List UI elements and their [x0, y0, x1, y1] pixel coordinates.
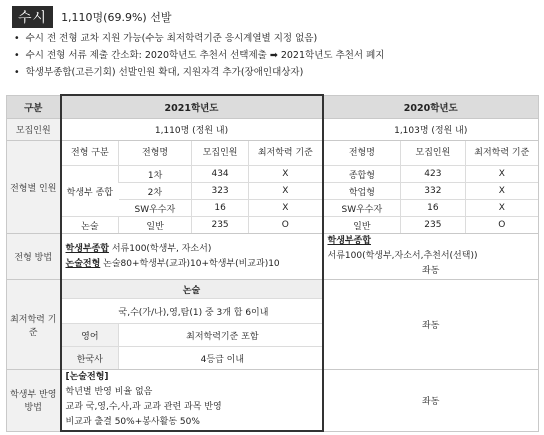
bullet-item: • 수시 전형 서류 제출 간소화: 2020학년도 추천서 선택제출 ➡ 2021학년도 추천서 폐지	[14, 47, 384, 64]
row-label-by-type: 전형별 인원	[7, 141, 61, 234]
minimum-eng-value: 최저학력기준 포함	[119, 324, 322, 347]
type-count: 16	[191, 200, 248, 217]
type-count: 434	[191, 166, 248, 183]
quota-2021: 1,110명 (정원 내)	[61, 119, 323, 141]
type-count: 323	[191, 183, 248, 200]
type-min: X	[465, 166, 538, 183]
minimum-eng-label: 영어	[62, 324, 119, 347]
minimum-hist-label: 한국사	[62, 347, 119, 370]
type-count: 235	[191, 217, 248, 234]
type-count: 423	[401, 166, 465, 183]
sub-header: 최저학력 기준	[249, 141, 322, 166]
admissions-table	[6, 94, 539, 432]
sub-header: 모집인원	[401, 141, 465, 166]
type-count: 235	[401, 217, 465, 234]
method-label: 학생부종합	[327, 236, 371, 246]
type-min: X	[465, 200, 538, 217]
row-label-minimum: 최저학력 기준	[7, 280, 61, 370]
col-header-2021: 2021학년도	[61, 95, 323, 119]
subtable-2021	[62, 141, 322, 233]
type-min: O	[465, 217, 538, 234]
method-label: 논술전형	[65, 258, 101, 269]
type-count: 332	[401, 183, 465, 200]
by-type-2020	[323, 141, 539, 234]
method-2021	[61, 234, 323, 280]
section-header	[12, 6, 171, 28]
type-min: X	[249, 200, 322, 217]
minimum-main: 국,수(가/나),영,탐(1) 중 3개 합 6이내	[62, 299, 322, 324]
reflect-2021	[61, 370, 323, 432]
method-text: 서류100(학생부, 자소서)	[111, 243, 212, 254]
row-label-method: 전형 방법	[7, 234, 61, 280]
type-min: X	[249, 166, 322, 183]
type-name: 2차	[119, 183, 192, 200]
method-text: 서류100(학생부,자소서,추천서(선택))	[327, 251, 478, 261]
reflect-2020: 좌동	[323, 370, 539, 432]
type-min: O	[249, 217, 322, 234]
type-name: 일반	[119, 217, 192, 234]
minimum-2020: 좌동	[323, 280, 539, 370]
method-line	[62, 242, 322, 257]
col-header-category: 구분	[7, 95, 61, 119]
type-name: 1차	[119, 166, 192, 183]
col-header-2020: 2020학년도	[323, 95, 539, 119]
section-summary: 1,110명(69.9%) 선발	[61, 11, 172, 24]
sub-header: 전형명	[324, 141, 401, 166]
type-name: 학업형	[324, 183, 401, 200]
sub-header: 전형 구분	[62, 141, 119, 166]
subtable-2020	[324, 141, 539, 233]
by-type-2021	[61, 141, 323, 234]
type-min: X	[249, 183, 322, 200]
group-label: 논술	[81, 221, 99, 232]
bullet-list	[14, 30, 384, 81]
method-label: 학생부종합	[65, 243, 109, 254]
type-min: X	[465, 183, 538, 200]
reflect-line: 교과 국,영,수,사,과 교과 관련 과목 반영	[65, 402, 222, 412]
group-label: 학생부 종합	[62, 166, 119, 217]
method-line	[324, 234, 539, 249]
minimum-hist-value: 4등급 이내	[119, 347, 322, 370]
type-name: SW우수자	[324, 200, 401, 217]
sub-header: 모집인원	[191, 141, 248, 166]
sub-header: 최저학력 기준	[465, 141, 538, 166]
method-same: 좌동	[422, 266, 440, 276]
minimum-subtable	[62, 280, 322, 369]
reflect-title: [논술전형]	[65, 372, 109, 382]
row-label-reflect: 학생부 반영방법	[7, 370, 61, 432]
section-badge: 수시	[12, 6, 53, 28]
reflect-line: 학년별 반영 비율 없음	[65, 387, 153, 397]
bullet-item: • 수시 전 전형 교차 지원 가능(수능 최저학력기준 응시계열별 지정 없음)	[14, 30, 384, 47]
type-name: 종합형	[324, 166, 401, 183]
row-label-quota: 모집인원	[7, 119, 61, 141]
quota-2020: 1,103명 (정원 내)	[323, 119, 539, 141]
type-count: 16	[401, 200, 465, 217]
method-line	[62, 257, 322, 272]
type-name: 일반	[353, 221, 371, 232]
method-text: 논술80+학생부(교과)10+학생부(비교과)10	[103, 258, 280, 269]
sub-header: 전형명	[119, 141, 192, 166]
type-name: SW우수자	[119, 200, 192, 217]
minimum-header: 논술	[62, 280, 322, 299]
reflect-line: 비교과 출결 50%+봉사활동 50%	[65, 417, 200, 427]
bullet-item: • 학생부종합(고른기회) 선발인원 확대, 지원자격 추가(장애인대상자)	[14, 64, 384, 81]
minimum-2021	[61, 280, 323, 370]
method-2020	[323, 234, 539, 280]
